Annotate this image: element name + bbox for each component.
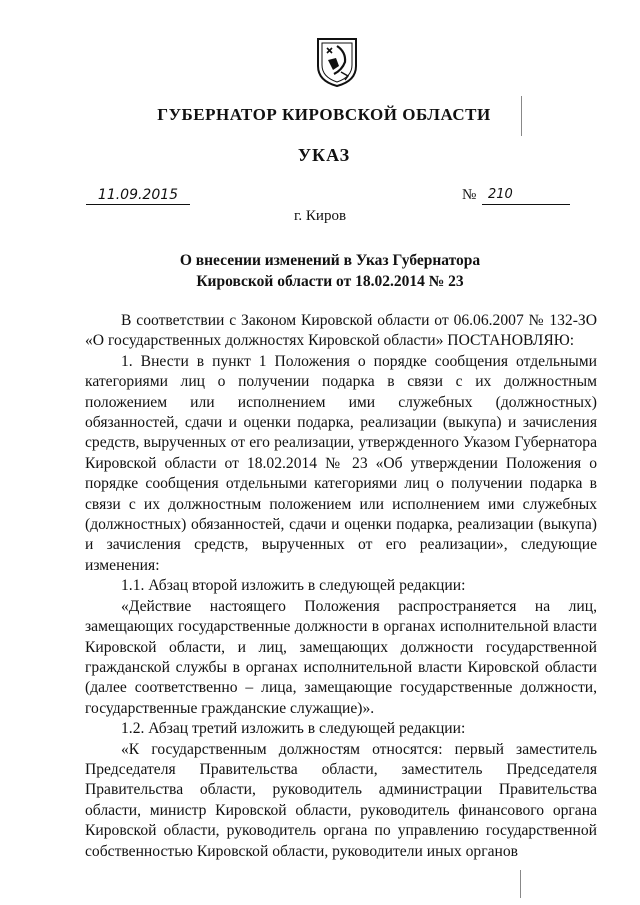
- number-label: №: [462, 187, 477, 203]
- paragraph-preamble: В соответствии с Законом Кировской области от 06.06.2007 № 132-ЗО «О государственных должностях Кировской области» ПОСТАНОВЛЯЮ:: [85, 312, 597, 350]
- paragraph-quote-2: «К государственным должностям относятся: первый заместитель Председателя Правительства области, заместитель Председателя Правительства области, руководитель администрации Правительства области, министр Кировской области, руководитель финансового органа Кировской области, руководитель органа по управлению государственной собственностью Кировской области, руководители иных органов: [85, 740, 597, 860]
- subject-line-2: Кировской области от 18.02.2014 № 23: [196, 273, 464, 290]
- document-date: 11.09.2015: [86, 186, 190, 205]
- paragraph-item-1-2: 1.2. Абзац третий изложить в следующей редакции:: [121, 720, 466, 738]
- document-body: [85, 311, 597, 862]
- document-subject: [120, 250, 540, 292]
- scan-mark: [521, 96, 522, 136]
- city: г. Киров: [293, 208, 347, 224]
- coat-of-arms-icon: [315, 36, 359, 88]
- paragraph-item-1: 1. Внести в пункт 1 Положения о порядке сообщения отдельными категориями лиц о получении подарка в связи с их должностным положением или исполнением ими служебных (должностных) обязанностей, сдачи и оценки подарка, реализации (выкупа) и зачисления средств, вырученных от его реализации, утвержденного Указом Губернатора Кировской области от 18.02.2014 № 23 «Об утверждении Положения о порядке сообщения отдельными категориями лиц о получении подарка в связи с их должностным положением или исполнением ими служебных (должностных) обязанностей, сдачи и оценки подарка, реализации (выкупа) и зачисления средств, вырученных от его реализации», следующие изменения:: [85, 352, 597, 574]
- document-number: 210: [482, 186, 570, 205]
- document-type: УКАЗ: [297, 145, 351, 165]
- paragraph-quote-1: «Действие настоящего Положения распространяется на лиц, замещающих государственные должности в органах исполнительной власти Кировской области, и лиц, замещающих должности государственной гражданской службы в органах исполнительной власти Кировской области (далее соответственно – лица, замещающие государственные должности, государственные гражданские служащие)».: [85, 597, 597, 717]
- paragraph-item-1-1: 1.1. Абзац второй изложить в следующей редакции:: [121, 577, 466, 595]
- issuing-authority: ГУБЕРНАТОР КИРОВСКОЙ ОБЛАСТИ: [157, 105, 491, 124]
- scan-mark: [520, 870, 521, 898]
- subject-line-1: О внесении изменений в Указ Губернатора: [179, 252, 481, 269]
